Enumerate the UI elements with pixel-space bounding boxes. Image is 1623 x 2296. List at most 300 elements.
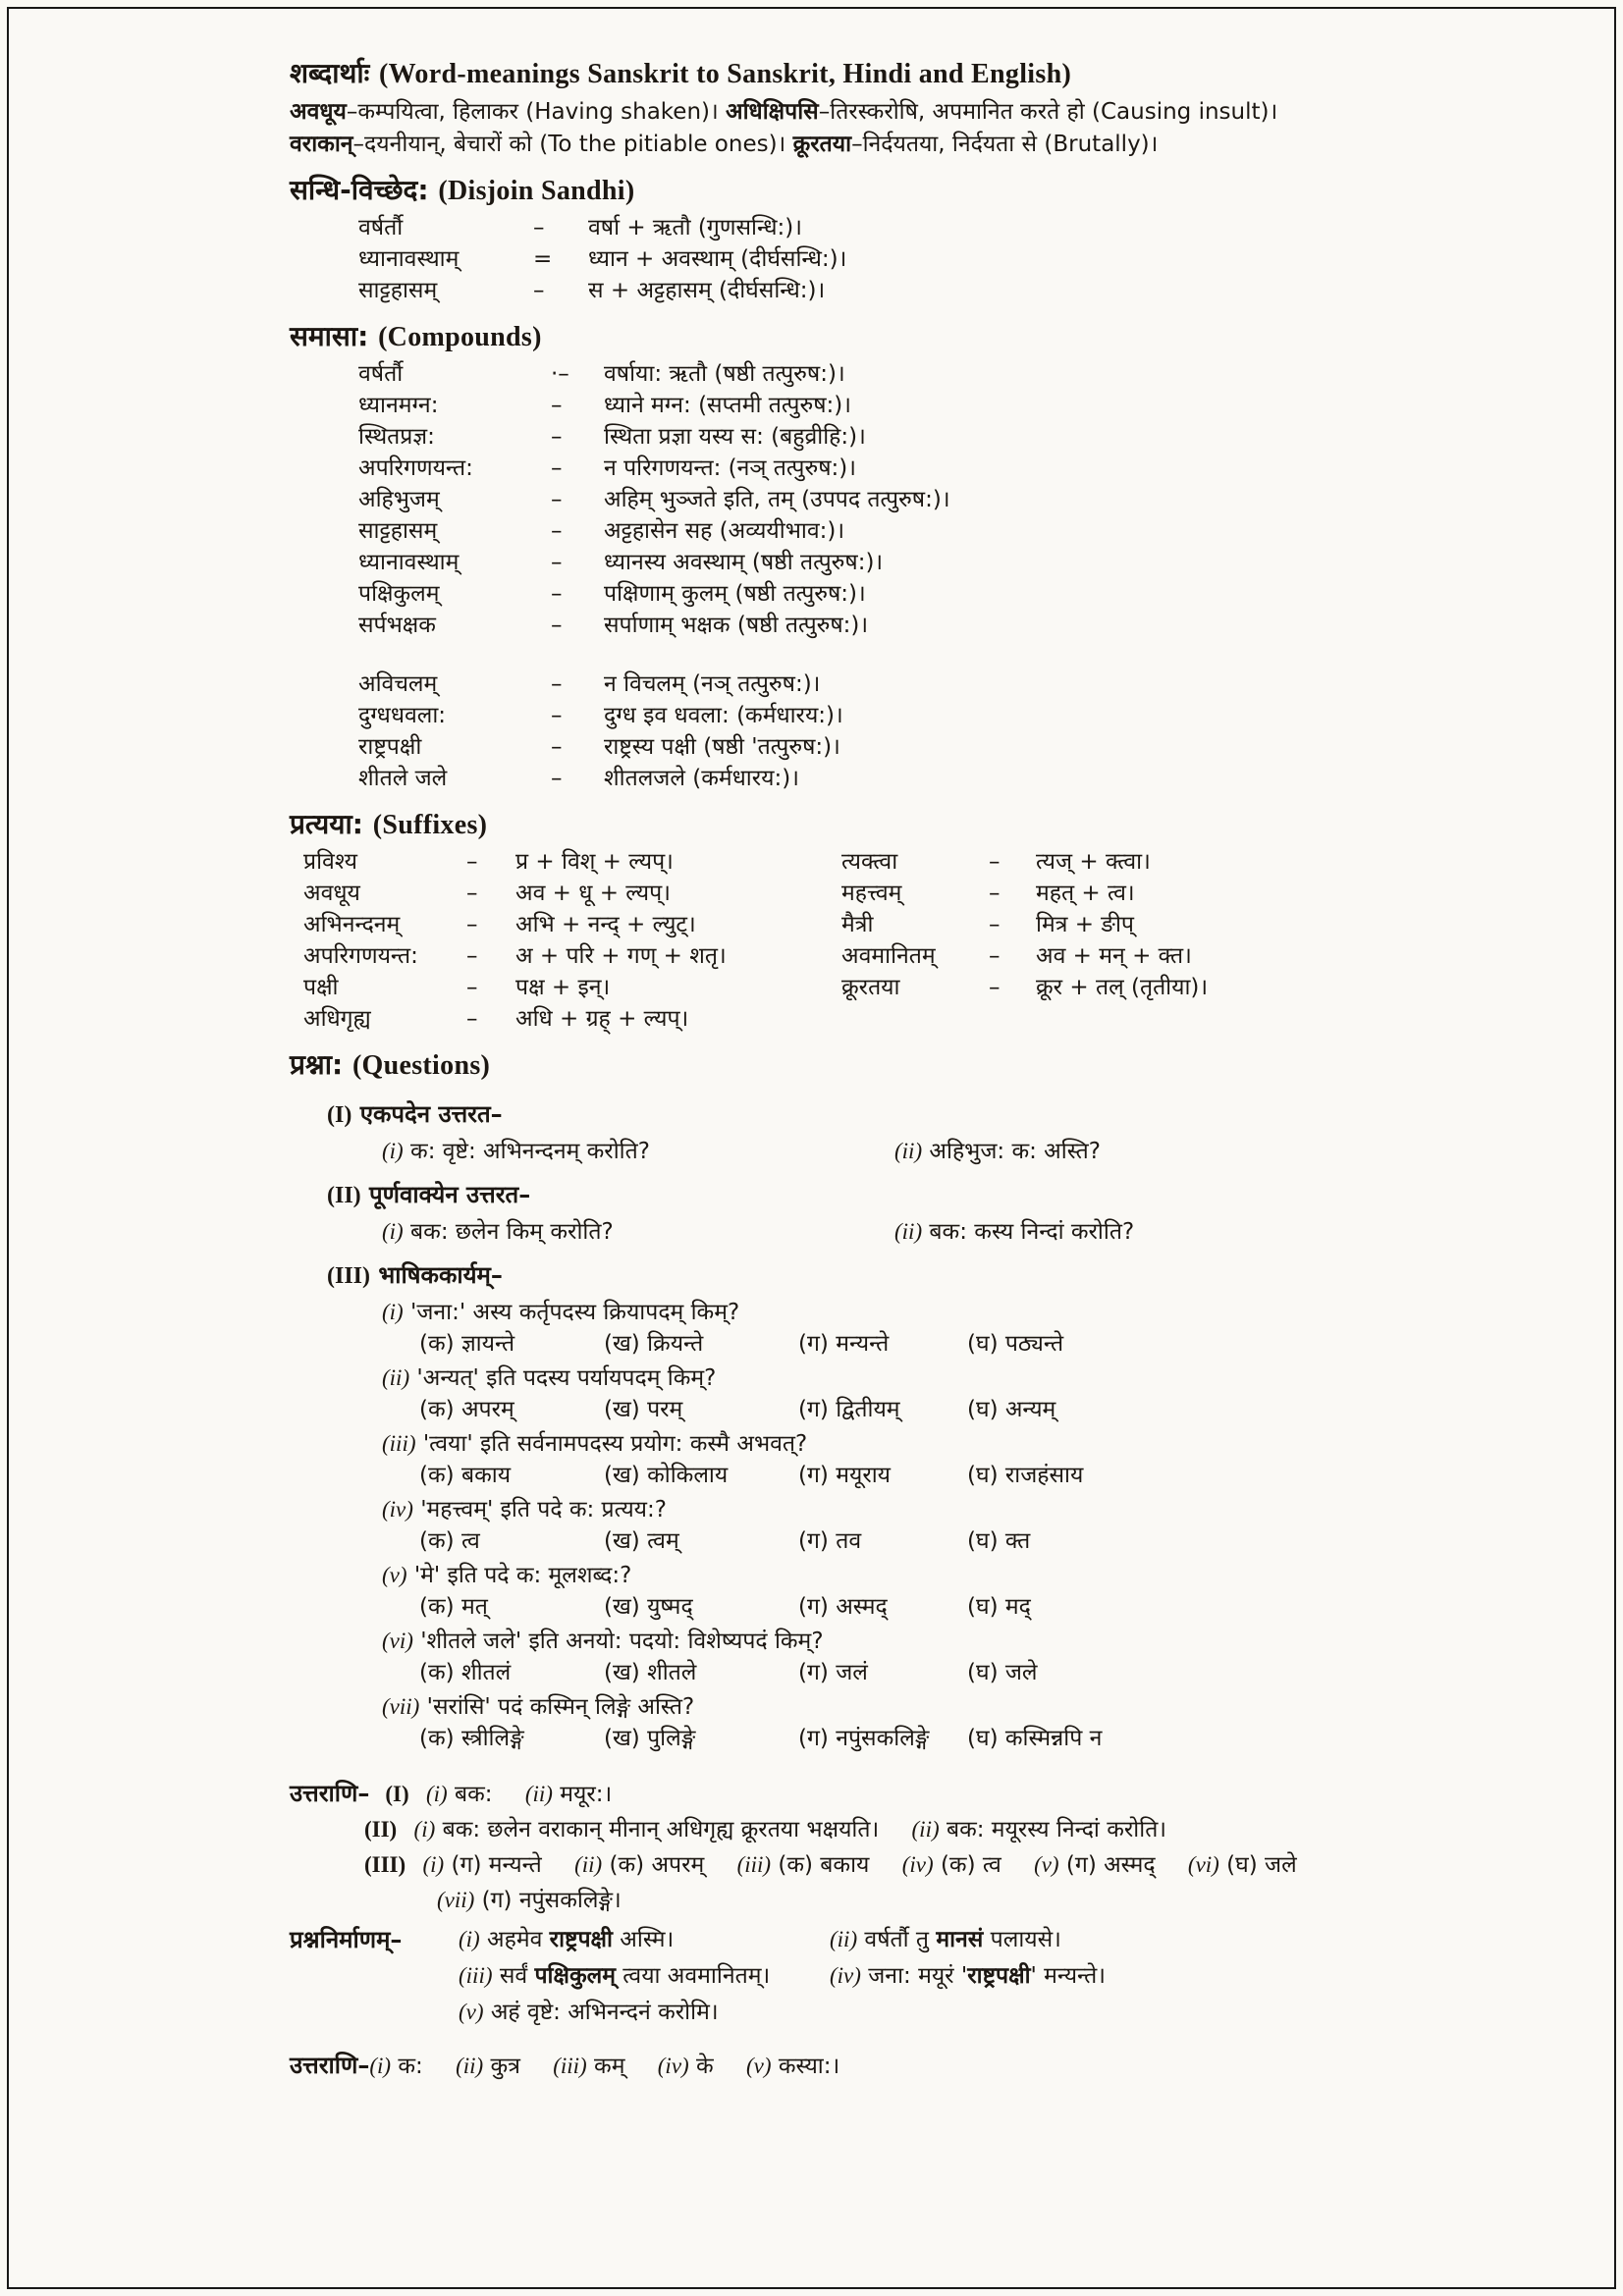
answer-item — [574, 1852, 704, 1878]
suffix-formula: अ + परि + गण् + शतृ। — [515, 943, 727, 969]
answer-text: (ग) नपुंसकलिङ्गे। — [481, 1888, 622, 1913]
option-label: (घ) — [967, 1594, 999, 1620]
option-label: (घ) — [967, 1463, 999, 1488]
suffix-word: अधिगृह्य — [303, 1006, 371, 1032]
compound-expansion: ध्यानस्य अवस्थाम् (षष्ठी तत्पुरुष:)। — [604, 550, 884, 575]
compound-separator: – — [551, 393, 563, 418]
option-label: (क) — [419, 1726, 455, 1751]
option-text: परम् — [647, 1397, 683, 1422]
answer-item — [426, 1782, 493, 1807]
part-number: (III) — [327, 1263, 371, 1289]
suffix-dash: – — [466, 1006, 478, 1032]
mcq-option — [798, 1328, 967, 1360]
formation-text: जना: मयूरं ' — [868, 1963, 968, 1989]
option-label: (ख) — [604, 1726, 640, 1751]
option-label: (क) — [419, 1594, 455, 1620]
option-text: अस्मद् — [836, 1594, 888, 1620]
item-marker: (v) — [382, 1563, 407, 1587]
option-text: शीतले — [647, 1660, 697, 1685]
sandhi-heading-devanagari: सन्धि-विच्छेद: — [290, 174, 429, 206]
answer-item — [912, 1817, 1167, 1842]
option-label: (ख) — [604, 1528, 640, 1554]
group-divider-space — [290, 641, 1419, 668]
word-definition: –दयनीयान्, बेचारों को (To the pitiable ones)। — [352, 132, 786, 157]
item-marker: (vi) — [382, 1629, 413, 1653]
formation-item — [459, 1997, 830, 2028]
item-marker: (vi) — [1187, 1852, 1219, 1877]
compound-row — [358, 700, 1419, 731]
option-text: बकाय — [460, 1463, 512, 1488]
compound-separator: – — [551, 581, 563, 607]
compound-word: अपरिगणयन्त: — [358, 455, 473, 481]
mcq-options — [419, 1723, 1419, 1754]
compound-expansion: शीतलजले (कर्मधारय:)। — [604, 766, 799, 791]
answer-text: (ग) मन्यन्ते — [451, 1852, 542, 1878]
question-text: 'शीतले जले' इति अनयो: पदयो: विशेष्यपदं किम्? — [420, 1629, 824, 1654]
option-label: (घ) — [967, 1331, 999, 1357]
answer-line — [364, 1814, 1419, 1845]
formation-text: वर्षर्तौ तु — [864, 1927, 937, 1952]
compound-word: सर्पभक्षक — [358, 613, 436, 638]
sandhi-heading — [290, 170, 1419, 212]
mcq-question — [382, 1691, 1419, 1723]
compound-separator: – — [551, 703, 563, 728]
compound-row — [358, 515, 1419, 547]
compounds-heading — [290, 316, 1419, 358]
part-heading — [327, 1177, 1419, 1213]
suffix-dash: – — [989, 912, 1001, 937]
suffix-word — [841, 1003, 989, 1035]
question-formation-heading: प्रश्ननिर्माणम्– — [290, 1926, 403, 1953]
suffixes-heading — [290, 804, 1419, 846]
suffix-word: त्यक्त्वा — [841, 849, 898, 875]
mcq-option — [419, 1591, 604, 1623]
word-term: अधिक्षिपसि — [726, 99, 819, 125]
mcq-option — [798, 1591, 967, 1623]
compound-word: राष्ट्रपक्षी — [358, 734, 422, 760]
suffix-word: प्रविश्य — [303, 849, 357, 875]
part-number: (II) — [364, 1817, 398, 1842]
item-marker: (ii) — [830, 1927, 858, 1951]
mcq-option — [604, 1591, 798, 1623]
compound-expansion: पक्षिणाम् कुलम् (षष्ठी तत्पुरुष:)। — [604, 581, 866, 607]
suffix-dash: – — [989, 849, 1001, 875]
question-text: बक: कस्य निन्दां करोति? — [929, 1219, 1135, 1245]
formation-text: अहं वृष्टे: अभिनन्दनं करोमि। — [490, 2000, 719, 2025]
suffix-dash: – — [466, 912, 478, 937]
mcq-options — [419, 1394, 1419, 1425]
sandhi-split: स + अट्टहासम् (दीर्घसन्धि:)। — [588, 278, 826, 303]
mcq-item — [290, 1626, 1419, 1688]
formation-bold-word: मानसं — [936, 1927, 984, 1952]
option-text: अपरम् — [460, 1397, 514, 1422]
mcq-option — [967, 1657, 1419, 1688]
option-text: तव — [836, 1528, 862, 1554]
mcq-question — [382, 1362, 1419, 1394]
option-label: (क) — [419, 1528, 455, 1554]
part-label: पूर्णवाक्येन उत्तरत– — [369, 1181, 531, 1208]
option-label: (घ) — [967, 1726, 999, 1751]
item-marker: (i) — [382, 1219, 404, 1244]
option-text: पुलिङ्गे — [647, 1726, 696, 1751]
compound-row — [358, 358, 1419, 390]
answer-text: (क) अपरम् — [609, 1852, 705, 1878]
answer-text: कम् — [594, 2054, 625, 2079]
mcq-item — [290, 1297, 1419, 1360]
question-formation-items — [459, 1924, 1419, 2028]
option-text: क्रियन्ते — [647, 1331, 704, 1357]
part-label: भाषिककार्यम्– — [378, 1261, 503, 1289]
compound-expansion: राष्ट्रस्य पक्षी (षष्ठी 'तत्पुरुष:)। — [604, 734, 840, 760]
mcq-option — [967, 1460, 1419, 1491]
compound-separator: – — [551, 487, 563, 512]
compounds-section — [290, 316, 1419, 794]
answer-line — [437, 1885, 1419, 1916]
question-text: अहिभुज: क: अस्ति? — [929, 1139, 1101, 1164]
sandhi-heading-english: (Disjoin Sandhi) — [438, 176, 635, 206]
suffix-word: मैत्री — [841, 912, 874, 937]
item-marker: (ii) — [382, 1365, 410, 1390]
word-definition: –कम्पयित्वा, हिलाकर (Having shaken)। — [346, 99, 719, 125]
question-item — [382, 1216, 894, 1248]
answer-item — [1188, 1852, 1297, 1878]
mcq-question — [382, 1560, 1419, 1591]
mcq-option — [798, 1394, 967, 1425]
item-marker: (iii) — [736, 1852, 772, 1877]
option-label: (क) — [419, 1331, 455, 1357]
compound-row — [358, 421, 1419, 453]
option-label: (क) — [419, 1660, 455, 1685]
mcq-item — [290, 1428, 1419, 1491]
mcq-option — [604, 1460, 798, 1491]
compound-row — [358, 547, 1419, 578]
mcq-question — [382, 1428, 1419, 1460]
question-text: 'मे' इति पदे क: मूलशब्द:? — [413, 1563, 632, 1588]
option-text: त्वम् — [647, 1528, 679, 1554]
mcq-option — [967, 1328, 1419, 1360]
mcq-option — [967, 1525, 1419, 1557]
mcq-option — [419, 1525, 604, 1557]
suffix-dash: – — [466, 975, 478, 1000]
compound-word: साट्टहासम् — [358, 518, 438, 544]
compound-expansion: अहिम् भुञ्जते इति, तम् (उपपद तत्पुरुष:)। — [604, 487, 950, 512]
sandhi-separator: – — [533, 278, 545, 303]
item-marker: (iii) — [459, 1963, 493, 1988]
compound-word: अहिभुजम् — [358, 487, 440, 512]
answer-item — [737, 1852, 870, 1878]
word-meaning-line — [290, 96, 1419, 128]
mcq-options — [419, 1525, 1419, 1557]
answer-item — [1034, 1852, 1156, 1878]
option-label: (ग) — [798, 1594, 829, 1620]
word-meaning-line — [290, 129, 1419, 160]
compound-expansion: वर्षाया: ऋतौ (षष्ठी तत्पुरुष:)। — [604, 361, 845, 387]
mcq-item — [290, 1494, 1419, 1557]
compound-separator: – — [551, 550, 563, 575]
suffix-formula: त्यज् + क्त्वा। — [1036, 849, 1151, 875]
option-text: मत् — [460, 1594, 488, 1620]
mcq-option — [967, 1723, 1419, 1754]
compound-expansion: दुग्ध इव धवला: (कर्मधारय:)। — [604, 703, 843, 728]
option-text: कोकिलाय — [647, 1463, 729, 1488]
option-label: (ग) — [798, 1331, 829, 1357]
questions-section — [290, 1044, 1419, 1754]
option-text: ज्ञायन्ते — [460, 1331, 515, 1357]
answer-line — [290, 1778, 1419, 1810]
item-marker: (v) — [459, 2000, 484, 2024]
question-part-3 — [290, 1257, 1419, 1754]
sandhi-word: ध्यानावस्थाम् — [358, 246, 460, 272]
question-item — [894, 1216, 1419, 1248]
suffix-dash — [989, 1003, 1036, 1035]
answer-text: के — [696, 2054, 714, 2079]
suffix-dash: – — [466, 849, 478, 875]
mcq-options — [419, 1328, 1419, 1360]
option-label: (ग) — [798, 1397, 829, 1422]
suffix-word: पक्षी — [303, 975, 339, 1000]
suffix-row — [303, 878, 1419, 909]
question-pair — [382, 1136, 1419, 1167]
formation-item — [830, 1924, 1419, 1955]
mcq-options — [419, 1591, 1419, 1623]
compound-word: दुग्धधवला: — [358, 703, 447, 728]
item-marker: (ii) — [894, 1139, 923, 1163]
answer-item — [658, 2054, 714, 2079]
compound-word: ध्यानमग्न: — [358, 393, 439, 418]
item-marker: (ii) — [574, 1852, 603, 1877]
sandhi-separator: – — [533, 215, 545, 240]
suffix-row — [303, 1003, 1419, 1035]
question-text: क: वृष्टे: अभिनन्दनम् करोति? — [410, 1139, 650, 1164]
part-number: (II) — [327, 1183, 361, 1208]
word-meanings-section — [290, 53, 1419, 160]
mcq-option — [419, 1460, 604, 1491]
question-formation-section — [290, 1924, 1419, 2028]
mcq-option — [604, 1394, 798, 1425]
answer-text: (ग) अस्मद् — [1065, 1852, 1156, 1878]
compound-separator: – — [551, 613, 563, 638]
answer-text: (क) त्व — [940, 1852, 1001, 1878]
option-label: (घ) — [967, 1528, 999, 1554]
mcq-option — [604, 1657, 798, 1688]
suffixes-heading-devanagari: प्रत्यया: — [290, 808, 363, 840]
suffix-row — [303, 846, 1419, 878]
answer-text: क: — [398, 2054, 423, 2079]
suffix-word: अवमानितम् — [841, 943, 936, 969]
item-marker: (ii) — [524, 1782, 553, 1806]
formation-text: सर्वं — [499, 1963, 535, 1989]
answers-heading: उत्तराणि– — [290, 1780, 370, 1807]
suffix-word: अभिनन्दनम् — [303, 912, 401, 937]
suffix-dash: – — [466, 943, 478, 969]
item-marker: (iv) — [901, 1852, 934, 1877]
option-label: (ख) — [604, 1397, 640, 1422]
option-text: द्वितीयम् — [836, 1397, 900, 1422]
question-text: 'महत्त्वम्' इति पदे क: प्रत्यय:? — [420, 1497, 667, 1522]
item-marker: (ii) — [911, 1817, 940, 1842]
item-marker: (i) — [369, 2054, 392, 2078]
suffix-word: क्रूरतया — [841, 975, 900, 1000]
mcq-option — [604, 1723, 798, 1754]
item-marker: (v) — [745, 2054, 772, 2078]
answer-text: मयूर:। — [560, 1782, 613, 1807]
suffix-row — [303, 940, 1419, 972]
suffix-dash: – — [989, 943, 1001, 969]
sandhi-separator: = — [533, 246, 553, 272]
suffix-formula: क्रूर + तल् (तृतीया)। — [1036, 975, 1209, 1000]
mcq-option — [419, 1394, 604, 1425]
sandhi-split: वर्षा + ऋतौ (गुणसन्धि:)। — [588, 215, 802, 240]
compound-separator: – — [551, 518, 563, 544]
answer-line — [364, 1849, 1419, 1881]
sandhi-row — [358, 212, 1419, 243]
compound-separator: – — [551, 766, 563, 791]
option-text: मद् — [1004, 1594, 1031, 1620]
answer-item — [746, 2054, 839, 2079]
formation-item — [830, 1960, 1419, 1992]
suffix-word: महत्त्वम् — [841, 881, 902, 906]
mcq-item — [290, 1560, 1419, 1623]
mcq-options — [419, 1657, 1419, 1688]
word-meanings-heading — [290, 53, 1419, 95]
mcq-item — [290, 1691, 1419, 1754]
compound-word: अविचलम् — [358, 671, 438, 697]
compound-row — [358, 731, 1419, 763]
option-label: (घ) — [967, 1660, 999, 1685]
mcq-question — [382, 1626, 1419, 1657]
compound-word: ध्यानावस्थाम् — [358, 550, 460, 575]
compound-row — [358, 453, 1419, 484]
answer-item — [456, 2054, 520, 2079]
question-text: 'जना:' अस्य कर्तृपदस्य क्रियापदम् किम्? — [410, 1300, 740, 1325]
item-marker: (vii) — [437, 1888, 475, 1912]
item-marker: (iv) — [657, 2054, 689, 2078]
item-marker: (i) — [459, 1927, 480, 1951]
item-marker: (iv) — [382, 1497, 413, 1522]
mcq-question — [382, 1494, 1419, 1525]
compound-separator: – — [551, 424, 563, 450]
formation-text: अस्मि। — [612, 1927, 675, 1952]
page-content — [290, 43, 1419, 2082]
answer-text: बक: छलेन वराकान् मीनान् अधिगृह्य क्रूरतया भक्षयति। — [442, 1817, 880, 1842]
option-text: शीतलं — [460, 1660, 512, 1685]
compound-word: पक्षिकुलम् — [358, 581, 440, 607]
suffix-dash: – — [989, 975, 1001, 1000]
answer-text: (घ) जले — [1226, 1852, 1297, 1878]
option-text: राजहंसाय — [1004, 1463, 1084, 1488]
suffix-formula: महत् + त्व। — [1036, 881, 1135, 906]
compound-row — [358, 668, 1419, 700]
question-text: 'अन्यत्' इति पदस्य पर्यायपदम् किम्? — [416, 1365, 717, 1391]
item-marker: (i) — [413, 1817, 436, 1842]
compound-word: शीतले जले — [358, 766, 448, 791]
word-meanings-heading-english: (Word-meanings Sanskrit to Sanskrit, Hindi and English) — [379, 59, 1072, 89]
answer-text: बक: — [454, 1782, 493, 1807]
suffix-formula: अव + धू + ल्यप्। — [515, 881, 671, 906]
option-text: त्व — [460, 1528, 480, 1554]
question-item — [382, 1136, 894, 1167]
suffix-formula: प्र + विश् + ल्यप्। — [515, 849, 674, 875]
sandhi-row — [358, 275, 1419, 306]
mcq-option — [798, 1460, 967, 1491]
option-text: जलं — [836, 1660, 868, 1685]
suffixes-heading-english: (Suffixes) — [372, 810, 488, 840]
option-text: पठ्यन्ते — [1004, 1331, 1064, 1357]
compound-row — [358, 578, 1419, 610]
formation-bold-word: राष्ट्रपक्षी — [967, 1963, 1031, 1989]
option-label: (क) — [419, 1397, 455, 1422]
item-marker: (i) — [425, 1782, 448, 1806]
item-marker: (iii) — [382, 1431, 416, 1456]
sandhi-split: ध्यान + अवस्थाम् (दीर्घसन्धि:)। — [588, 246, 847, 272]
option-label: (ख) — [604, 1463, 640, 1488]
answer-text: कस्या:। — [778, 2054, 840, 2079]
formation-item — [459, 1960, 830, 1992]
question-pair — [382, 1216, 1419, 1248]
sandhi-word: वर्षर्तौ — [358, 215, 404, 240]
questions-heading — [290, 1044, 1419, 1087]
sandhi-word: साट्टहासम् — [358, 278, 438, 303]
answers-section — [290, 1778, 1419, 1916]
compound-separator: – — [551, 734, 563, 760]
compound-row — [358, 763, 1419, 794]
word-definition: –निर्दयतया, निर्दयता से (Brutally)। — [851, 132, 1159, 157]
compound-expansion: ध्याने मग्न: (सप्तमी तत्पुरुष:)। — [604, 393, 851, 418]
part-number: (I) — [327, 1102, 352, 1128]
compound-expansion: स्थिता प्रज्ञा यस्य स: (बहुव्रीहि:)। — [604, 424, 866, 450]
final-answers-heading: उत्तराणि– — [290, 2052, 370, 2079]
suffix-dash: – — [466, 881, 478, 906]
option-label: (ख) — [604, 1594, 640, 1620]
mcq-option — [419, 1328, 604, 1360]
mcq-item — [290, 1362, 1419, 1425]
answer-item — [414, 1817, 880, 1842]
part-number: (III) — [364, 1852, 406, 1877]
formation-text: पलायसे। — [983, 1927, 1061, 1952]
compound-word: वर्षर्तौ — [358, 361, 404, 387]
suffix-formula: अव + मन् + क्त। — [1036, 943, 1192, 969]
item-marker: (i) — [382, 1300, 404, 1324]
item-marker: (i) — [422, 1852, 445, 1877]
option-text: मन्यन्ते — [836, 1331, 890, 1357]
suffix-formula: अधि + ग्रह् + ल्यप्। — [515, 1006, 689, 1032]
mcq-option — [798, 1657, 967, 1688]
item-marker: (iii) — [553, 2054, 587, 2078]
part-label: एकपदेन उत्तरत– — [359, 1100, 503, 1128]
mcq-option — [798, 1525, 967, 1557]
suffix-row — [303, 909, 1419, 940]
formation-text: अहमेव — [487, 1927, 550, 1952]
answer-item — [525, 1782, 612, 1807]
word-definition: –तिरस्करोषि, अपमानित करते हो (Causing insult)। — [818, 99, 1278, 125]
answer-item — [437, 1888, 622, 1913]
compound-word: स्थितप्रज्ञ: — [358, 424, 435, 450]
answer-text: बक: मयूरस्य निन्दां करोति। — [946, 1817, 1167, 1842]
option-label: (ग) — [798, 1528, 829, 1554]
option-text: नपुंसकलिङ्गे — [836, 1726, 930, 1751]
suffix-row — [303, 972, 1419, 1003]
answer-text: कुत्र — [490, 2054, 520, 2079]
mcq-option — [967, 1591, 1419, 1623]
option-label: (ख) — [604, 1331, 640, 1357]
word-term: क्रूरतया — [792, 132, 852, 157]
option-label: (ग) — [798, 1463, 829, 1488]
word-term: वराकान् — [290, 132, 353, 157]
answer-item — [553, 2054, 624, 2079]
suffix-formula — [1036, 1003, 1419, 1035]
suffixes-section — [290, 804, 1419, 1035]
questions-heading-english: (Questions) — [352, 1050, 491, 1081]
